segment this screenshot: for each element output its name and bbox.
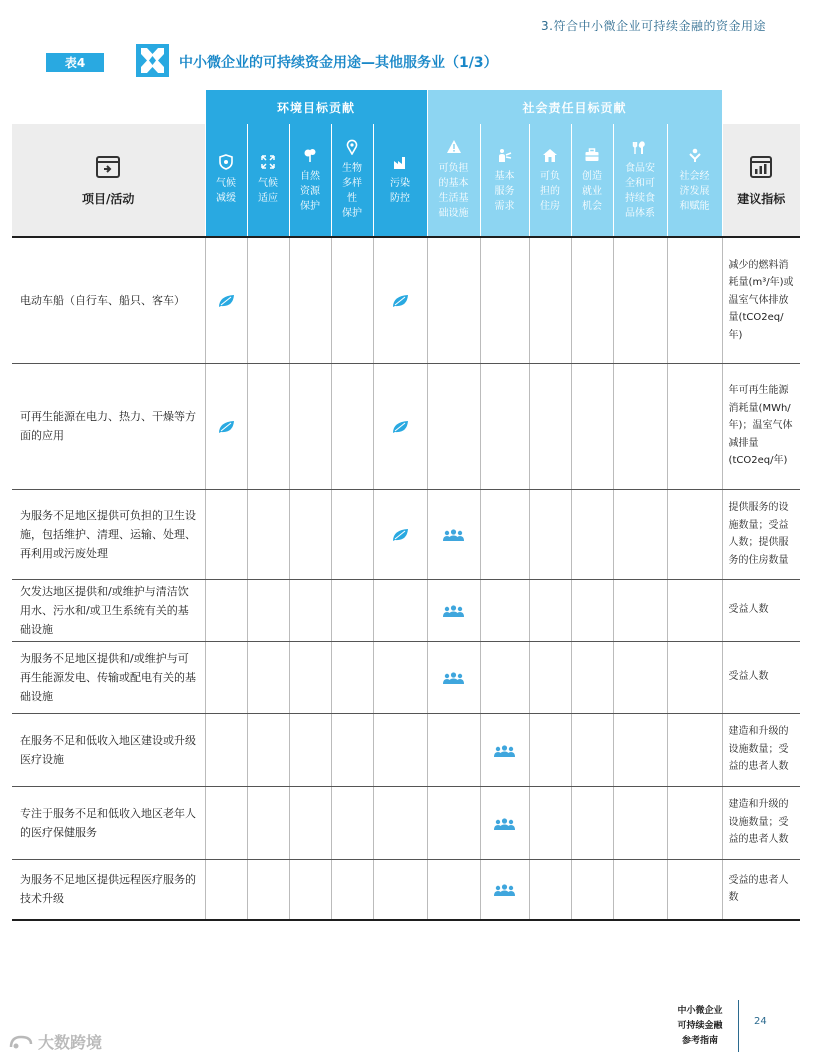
contribution-cell: [205, 489, 247, 579]
table-row: [12, 489, 800, 579]
leaf-icon: [218, 420, 235, 434]
contribution-cell: [529, 641, 571, 713]
social-column-header-3: [571, 124, 613, 237]
watermark-logo-icon: [8, 1033, 34, 1051]
contribution-cell: [427, 237, 480, 363]
contribution-cell: [613, 859, 667, 920]
contribution-cell: [571, 713, 613, 786]
contribution-cell: [373, 363, 427, 489]
contribution-cell: [480, 579, 529, 641]
contribution-cell: [667, 237, 722, 363]
table-title: 中小微企业的可持续资金用途—其他服务业（1/3）: [179, 55, 498, 71]
social-column-header-5: [667, 124, 722, 237]
contribution-cell: [571, 489, 613, 579]
contribution-cell: [529, 859, 571, 920]
table-number-tag: 表4: [46, 53, 104, 72]
contribution-cell: [289, 859, 331, 920]
contribution-cell: [373, 489, 427, 579]
contribution-cell: [247, 489, 289, 579]
contribution-cell: [289, 363, 331, 489]
contribution-cell: [480, 363, 529, 489]
contribution-cell: [331, 363, 373, 489]
contribution-cell: [373, 641, 427, 713]
contribution-cell: [289, 786, 331, 859]
contribution-cell: [289, 237, 331, 363]
contribution-cell: [427, 641, 480, 713]
people-group-icon: [494, 818, 515, 830]
contribution-cell: [427, 786, 480, 859]
project-header-label: 项目/活动: [82, 191, 135, 206]
indicator-cell: 减少的燃料消耗量(m³/年)或温室气体排放量(tCO2eq/年): [722, 237, 800, 363]
contribution-cell: [613, 786, 667, 859]
service-icon: [497, 147, 513, 163]
column-label: 可负担 的基本 生活基 础设施: [438, 163, 469, 219]
leaf-icon: [392, 294, 409, 308]
contribution-cell: [480, 786, 529, 859]
factory-icon: [392, 154, 408, 170]
column-label: 污染 防控: [390, 178, 411, 204]
indicator-cell: 受益人数: [722, 641, 800, 713]
contribution-cell: [667, 713, 722, 786]
contribution-cell: [480, 641, 529, 713]
contribution-cell: [247, 713, 289, 786]
contribution-cell: [571, 579, 613, 641]
contribution-cell: [247, 363, 289, 489]
contribution-cell: [529, 489, 571, 579]
contribution-cell: [667, 489, 722, 579]
contribution-cell: [667, 859, 722, 920]
briefcase-icon: [584, 147, 600, 163]
environment-column-header-0: [205, 124, 247, 237]
contribution-cell: [613, 489, 667, 579]
section-header: 3.符合中小微企业可持续金融的资金用途: [541, 19, 766, 33]
contribution-cell: [529, 579, 571, 641]
bar-chart-icon: [748, 154, 774, 180]
indicator-cell: 建造和升级的设施数量；受益的患者人数: [722, 786, 800, 859]
contribution-cell: [529, 363, 571, 489]
leaf-icon: [392, 420, 409, 434]
contribution-cell: [571, 859, 613, 920]
project-cell: 为服务不足地区提供可负担的卫生设施，包括维护、清理、运输、处理、再利用或污废处理: [12, 489, 205, 579]
contribution-cell: [427, 859, 480, 920]
contribution-cell: [247, 579, 289, 641]
column-label: 生物 多样 性 保护: [342, 163, 362, 219]
contribution-cell: [331, 237, 373, 363]
contribution-cell: [373, 579, 427, 641]
contribution-cell: [667, 579, 722, 641]
food-icon: [632, 139, 648, 155]
contribution-cell: [205, 786, 247, 859]
project-cell: 专注于服务不足和低收入地区老年人的医疗保健服务: [12, 786, 205, 859]
leaf-icon: [392, 528, 409, 542]
cross-arrows-logo-icon: [136, 44, 169, 77]
contribution-cell: [331, 786, 373, 859]
table-row: [12, 786, 800, 859]
social-column-header-0: [427, 124, 480, 237]
social-column-header-4: [613, 124, 667, 237]
contribution-cell: [427, 489, 480, 579]
contribution-cell: [205, 641, 247, 713]
contribution-cell: [667, 641, 722, 713]
contribution-cell: [205, 363, 247, 489]
contribution-cell: [613, 579, 667, 641]
indicator-header-label: 建议指标: [737, 191, 786, 206]
browser-window-icon: [95, 154, 121, 180]
column-label: 食品安 全和可 持续食 品体系: [625, 163, 656, 219]
contribution-cell: [480, 713, 529, 786]
contribution-cell: [613, 363, 667, 489]
contribution-cell: [205, 713, 247, 786]
footer-divider: [738, 1000, 739, 1052]
environment-column-header-3: [331, 124, 373, 237]
column-label: 气候 减缓: [216, 178, 236, 204]
contribution-cell: [247, 786, 289, 859]
indicator-cell: 受益的患者人数: [722, 859, 800, 920]
indicator-cell: 提供服务的设施数量；受益人数；提供服务的住房数量: [722, 489, 800, 579]
contribution-cell: [480, 489, 529, 579]
contribution-cell: [480, 859, 529, 920]
contribution-cell: [571, 786, 613, 859]
contribution-cell: [331, 859, 373, 920]
guide-title: 中小微企业 可持续金融 参考指南: [677, 1006, 723, 1046]
column-label: 基本 服务 需求: [494, 170, 515, 212]
contribution-cell: [247, 859, 289, 920]
arrows-icon: [260, 154, 276, 170]
table-row: [12, 713, 800, 786]
watermark: [8, 1030, 102, 1053]
indicator-column-header: [722, 124, 800, 237]
table-row: [12, 237, 800, 363]
table-row: [12, 363, 800, 489]
contribution-cell: [289, 579, 331, 641]
project-cell: 为服务不足地区提供远程医疗服务的技术升级: [12, 859, 205, 920]
table-row: [12, 859, 800, 920]
contribution-cell: [529, 237, 571, 363]
contribution-cell: [571, 237, 613, 363]
environment-group-header: 环境目标贡献: [205, 90, 427, 124]
column-label: 气候 适应: [258, 178, 278, 204]
contribution-cell: [529, 786, 571, 859]
social-group-header: 社会责任目标贡献: [427, 90, 722, 124]
location-pin-icon: [344, 139, 360, 155]
project-cell: 电动车船（自行车、船只、客车）: [12, 237, 205, 363]
contribution-cell: [667, 363, 722, 489]
people-group-icon: [443, 672, 464, 684]
contribution-cell: [331, 713, 373, 786]
environment-column-header-4: [373, 124, 427, 237]
social-column-header-1: [480, 124, 529, 237]
contribution-cell: [205, 237, 247, 363]
people-group-icon: [494, 884, 515, 896]
contribution-cell: [373, 713, 427, 786]
table-row: [12, 641, 800, 713]
contribution-cell: [331, 641, 373, 713]
shield-icon: [218, 154, 234, 170]
contribution-cell: [613, 641, 667, 713]
contribution-cell: [205, 579, 247, 641]
contribution-cell: [613, 713, 667, 786]
people-group-icon: [443, 529, 464, 541]
warning-icon: [446, 139, 462, 155]
contribution-cell: [613, 237, 667, 363]
people-group-icon: [443, 605, 464, 617]
contribution-cell: [529, 713, 571, 786]
people-group-icon: [494, 745, 515, 757]
contribution-cell: [571, 363, 613, 489]
environment-column-header-1: [247, 124, 289, 237]
contribution-cell: [427, 579, 480, 641]
contribution-cell: [571, 641, 613, 713]
indicator-cell: 建造和升级的设施数量；受益的患者人数: [722, 713, 800, 786]
contribution-cell: [373, 237, 427, 363]
contribution-cell: [331, 579, 373, 641]
contribution-cell: [289, 489, 331, 579]
contribution-cell: [427, 363, 480, 489]
column-label: 社会经 济发展 和赋能: [679, 170, 710, 212]
person-up-icon: [687, 147, 703, 163]
contribution-cell: [289, 713, 331, 786]
column-label: 创造 就业 机会: [582, 170, 603, 212]
leaf-icon: [218, 294, 235, 308]
column-label: 可负 担的 住房: [540, 170, 561, 212]
table-row: [12, 579, 800, 641]
contribution-cell: [247, 641, 289, 713]
contribution-cell: [427, 713, 480, 786]
contribution-cell: [373, 859, 427, 920]
contribution-cell: [289, 641, 331, 713]
contribution-cell: [480, 237, 529, 363]
contribution-cell: [331, 489, 373, 579]
indicator-cell: 受益人数: [722, 579, 800, 641]
use-of-funds-table: [12, 90, 800, 921]
contribution-cell: [247, 237, 289, 363]
project-cell: 可再生能源在电力、热力、干燥等方面的应用: [12, 363, 205, 489]
column-label: 自然 资源 保护: [300, 170, 320, 212]
environment-column-header-2: [289, 124, 331, 237]
tree-icon: [302, 147, 318, 163]
contribution-cell: [667, 786, 722, 859]
project-column-header: [12, 124, 205, 237]
project-cell: 欠发达地区提供和/或维护与清洁饮用水、污水和/或卫生系统有关的基础设施: [12, 579, 205, 641]
watermark-text: 大数跨境: [38, 1033, 103, 1052]
indicator-cell: 年可再生能源消耗量(MWh/年)；温室气体减排量(tCO2eq/年): [722, 363, 800, 489]
contribution-cell: [373, 786, 427, 859]
social-column-header-2: [529, 124, 571, 237]
page-number: 24: [754, 1016, 767, 1027]
project-cell: 在服务不足和低收入地区建设或升级医疗设施: [12, 713, 205, 786]
house-icon: [542, 147, 558, 163]
contribution-cell: [205, 859, 247, 920]
project-cell: 为服务不足地区提供和/或维护与可再生能源发电、传输或配电有关的基础设施: [12, 641, 205, 713]
